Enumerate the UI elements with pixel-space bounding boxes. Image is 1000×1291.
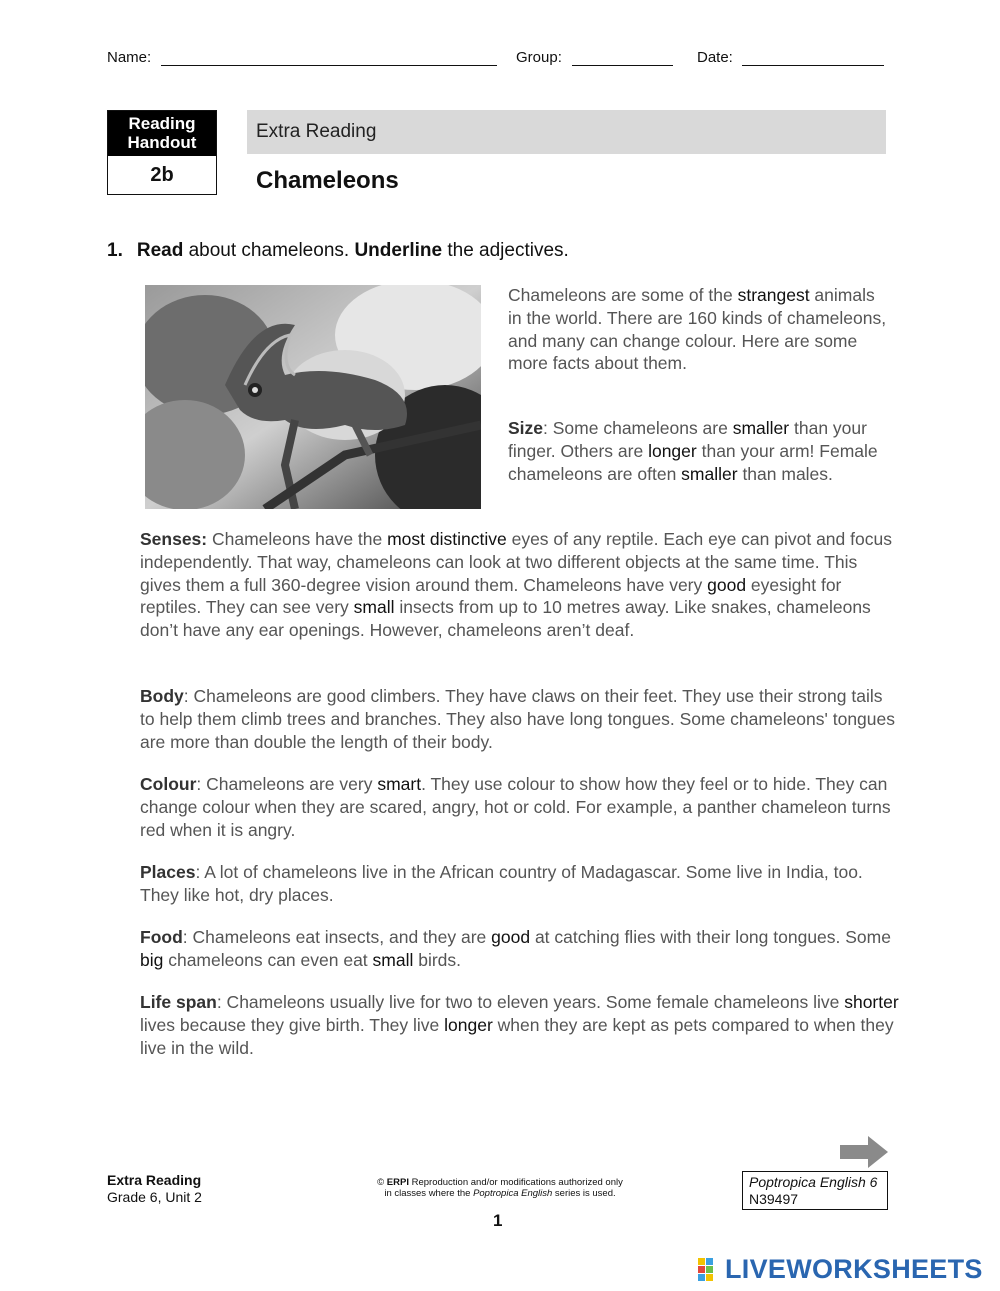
handout-number: 2b — [150, 164, 174, 186]
adjective-word[interactable]: big — [140, 949, 164, 970]
adjective-word[interactable]: longer — [648, 440, 697, 461]
life-span-heading: Life span — [140, 992, 217, 1012]
life-span-paragraph — [140, 991, 900, 1059]
adjective-word[interactable]: good — [491, 927, 531, 947]
copyright-text: in classes where the — [384, 1188, 474, 1199]
adjective-word[interactable]: small — [372, 949, 414, 970]
food-text: chameleons can even eat — [163, 949, 373, 970]
date-label: Date: — [697, 49, 733, 66]
size-paragraph — [508, 417, 888, 485]
size-text: : Some chameleons are — [543, 418, 733, 438]
group-label: Group: — [516, 49, 562, 66]
colour-heading: Colour — [140, 774, 197, 794]
colour-text: . They use colour to show how they feel or to hide. They can change colour when they are scared, angry, hot or cold. For example, a panther chameleon turns red when it is angry. — [140, 774, 891, 840]
places-heading: Places — [140, 862, 196, 882]
food-text: at catching flies with their long tongues. Some — [530, 927, 891, 947]
book-code: N39497 — [749, 1191, 799, 1207]
name-line — [161, 65, 497, 66]
copyright-brand: ERPI — [386, 1177, 409, 1188]
page-title: Chameleons — [256, 167, 399, 194]
instruction-number: 1. — [107, 240, 123, 261]
colour-paragraph — [140, 773, 900, 841]
handout-label-line1: Reading — [128, 114, 196, 133]
handout-label-line2: Handout — [127, 133, 197, 152]
food-heading: Food — [140, 927, 183, 947]
instruction-verb-read: Read — [136, 240, 184, 261]
intro-paragraph — [508, 284, 888, 375]
size-text: than males. — [737, 463, 833, 484]
adjective-word[interactable]: shorter — [844, 992, 899, 1012]
adjective-word[interactable]: small — [353, 597, 395, 618]
places-paragraph — [140, 861, 900, 907]
senses-text: eyes of any reptile. Each eye can pivot and focus independently. That way, chameleons can look at two different objects at the same time. This gives them a full 360-degree vision around them. Chameleons have very — [140, 529, 892, 595]
adjective-word[interactable]: most distinctive — [387, 529, 507, 549]
handout-label — [108, 111, 216, 156]
life-span-text: : Chameleons usually live for two to eleven years. Some female chameleons live — [216, 992, 845, 1012]
food-text: birds. — [413, 949, 462, 970]
senses-heading: Senses: — [140, 529, 208, 549]
body-text: : Chameleons are good climbers. They have claws on their feet. They use their strong tails to help them climb trees and branches. They also have long tongues. Some chameleons' tongues are more than double the length of their body. — [140, 686, 896, 752]
intro-text: Chameleons are some of the — [508, 285, 738, 305]
body-paragraph — [140, 685, 900, 753]
size-text: than your finger. Others are — [508, 418, 867, 461]
senses-text: eyesight for reptiles. They can see very — [140, 574, 842, 618]
places-text: : A lot of chameleons live in the African country of Madagascar. Some live in India, too. They like hot, dry places. — [140, 862, 863, 905]
footer-grade: Grade 6, Unit 2 — [107, 1189, 202, 1205]
life-span-text: when they are kept as pets compared to when they live in the wild. — [140, 1014, 894, 1058]
liveworksheets-logo-icon — [698, 1258, 722, 1282]
instruction-verb-underline: Underline — [354, 240, 443, 261]
handout-badge — [107, 110, 217, 195]
instruction — [107, 240, 569, 262]
senses-text: insects from up to 10 metres away. Like snakes, chameleons don’t have any ear openings. However, chameleons aren’t deaf. — [140, 597, 871, 641]
intro-text-end: animals in the world. There are 160 kinds of chameleons, and many can change colour. Here are some more facts about them. — [508, 285, 887, 374]
size-text: than your arm! Female chameleons are often — [508, 440, 878, 484]
footer-copyright — [330, 1177, 670, 1199]
date-line — [742, 65, 884, 66]
colour-text: : Chameleons are very — [196, 774, 378, 794]
book-info-box — [742, 1171, 888, 1210]
copyright-text: series is used. — [552, 1188, 616, 1199]
body-heading: Body — [140, 686, 184, 706]
chameleon-photo — [145, 285, 481, 509]
food-text: : Chameleons eat insects, and they are — [182, 927, 492, 947]
copyright-series: Poptropica English — [473, 1188, 553, 1199]
life-span-text: lives because they give birth. They live — [140, 1014, 445, 1035]
book-title: Poptropica English 6 — [749, 1174, 878, 1190]
arrow-right-icon[interactable] — [840, 1136, 890, 1168]
food-paragraph — [140, 926, 900, 972]
adjective-word[interactable]: good — [707, 574, 747, 595]
footer-title: Extra Reading — [107, 1172, 202, 1188]
copyright-symbol: © — [377, 1177, 387, 1188]
size-heading: Size — [508, 418, 544, 438]
adjective-word[interactable]: smaller — [681, 463, 738, 484]
liveworksheets-watermark: LIVEWORKSHEETS — [725, 1254, 983, 1284]
adjective-word[interactable]: smaller — [732, 418, 790, 438]
instruction-text-end: the adjectives. — [442, 240, 569, 261]
name-label: Name: — [107, 49, 152, 66]
senses-paragraph — [140, 528, 900, 642]
group-line — [572, 65, 673, 66]
senses-text: Chameleons have the — [207, 529, 388, 549]
footer-unit-info — [107, 1172, 202, 1206]
section-label: Extra Reading — [256, 121, 377, 142]
copyright-text: Reproduction and/or modifications authorized only — [408, 1177, 623, 1188]
instruction-text: about chameleons. — [183, 240, 355, 261]
page-number: 1 — [493, 1211, 503, 1230]
adjective-word[interactable]: smart — [377, 774, 422, 794]
adjective-word[interactable]: strangest — [737, 285, 810, 305]
adjective-word[interactable]: longer — [444, 1014, 493, 1035]
